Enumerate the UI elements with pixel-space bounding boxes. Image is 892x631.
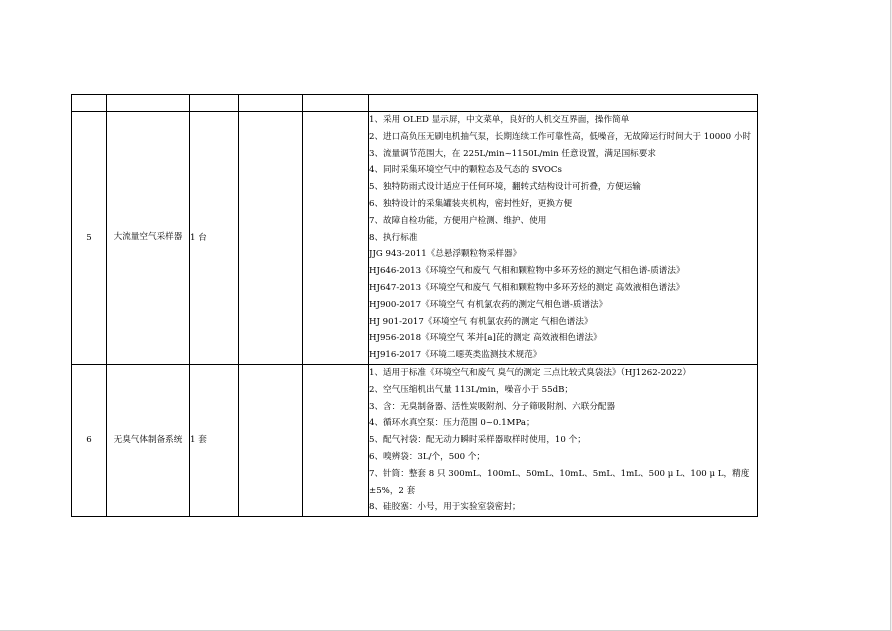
spec-line: 5、独特防雨式设计适应于任何环境，翻转式结构设计可折叠，方便运输 [369,182,641,193]
spec-line: HJ916-2017《环境二噁英类监测技术规范》 [369,350,542,361]
header-cell [190,95,239,112]
spec-line: 8、硅胶塞：小号，用于实验室袋密封； [369,502,521,513]
empty-cell [239,364,303,516]
header-cell [303,95,369,112]
table-header-row [72,95,758,112]
spec-line: 7、针筒：整套 8 只 300mL、100mL、50mL、10mL、5mL、1mL、500 μ L、100 μ L，精度 ±5%，2 套 [369,468,750,496]
row-index: 6 [72,364,107,516]
equipment-quantity: 1 台 [190,112,239,365]
spec-line: HJ 901-2017《环境空气 有机氯农药的测定 气相色谱法》 [369,316,593,327]
spec-line: 4、循环水真空泵：压力范围 0~0.1MPa； [369,418,535,429]
equipment-spec [369,112,758,365]
spec-line: HJ646-2013《环境空气和废气 气相和颗粒物中多环芳烃的测定气相色谱-质谱法》 [369,266,685,277]
spec-line: HJ900-2017《环境空气 有机氯农药的测定气相色谱-质谱法》 [369,299,608,310]
equipment-spec-table [71,94,758,517]
spec-line: 6、嗅辨袋：3L/个，500 个； [369,451,486,462]
row-index: 5 [72,112,107,365]
spec-line: 4、同时采集环境空气中的颗粒态及气态的 SVOCs [369,165,562,176]
header-cell [239,95,303,112]
empty-cell [303,112,369,365]
header-cell [369,95,758,112]
spec-line: 1、适用于标准《环境空气和废气 臭气的测定 三点比较式臭袋法》（HJ1262-2022） [369,367,692,378]
spec-line: HJ956-2018《环境空气 苯并[a]芘的测定 高效液相色谱法》 [369,333,602,344]
spec-line: 8、执行标准 [369,232,418,243]
header-cell [72,95,107,112]
equipment-quantity: 1 套 [190,364,239,516]
spec-line: 3、含：无臭制备器、活性炭吸附剂、分子筛吸附剂、六联分配器 [369,401,616,412]
header-cell [107,95,190,112]
spec-line: 5、配气衬袋：配无动力瞬时采样器取样时使用，10 个； [369,435,586,446]
spec-line: 3、流量调节范围大，在 225L/min~1150L/min 任意设置，满足国标要求 [369,148,656,159]
spec-line: 7、故障自检功能，方便用户检测、维护、使用 [369,215,547,226]
empty-cell [303,364,369,516]
equipment-name: 大流量空气采样器 [107,112,190,365]
spec-line: 2、进口高负压无刷电机抽气泵，长期连续工作可靠性高，低噪音，无故障运行时间大于 10000 小时 [369,131,752,142]
empty-cell [239,112,303,365]
spec-line: 2、空气压缩机出气量 113L/min，噪音小于 55dB； [369,384,574,395]
spec-line: JJG 943-2011《总悬浮颗粒物采样器》 [369,249,522,260]
spec-line: 1、采用 OLED 显示屏，中文菜单，良好的人机交互界面，操作简单 [369,115,630,125]
equipment-spec [369,364,758,516]
table-row [72,364,758,516]
spec-line: HJ647-2013《环境空气和废气 气相和颗粒物中多环芳烃的测定 高效液相色谱法》 [369,282,685,293]
table-row [72,112,758,365]
spec-line: 6、独特设计的采集罐装夹机构，密封性好，更换方便 [369,198,573,209]
equipment-name: 无臭气体制备系统 [107,364,190,516]
